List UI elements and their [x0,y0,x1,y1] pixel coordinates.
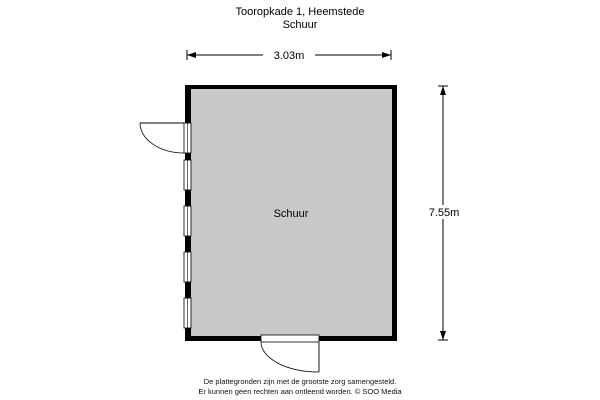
plan-room-subtitle: Schuur [282,19,318,31]
width-dimension [187,47,391,62]
disclaimer-line-1: De plattegronden zijn met de grootste zorg samengesteld. [203,377,397,386]
bottom-door [261,335,319,372]
plan-address-title: Tooropkade 1, Heemstede [235,6,365,18]
height-dimension [422,86,466,340]
disclaimer-line-2: Er kunnen geen rechten aan ontleend worden. © SOO Media [198,387,402,396]
room-label: Schuur [273,208,309,220]
height-label: 7.55m [428,207,460,219]
width-label: 3.03m [273,50,305,62]
left-door [140,123,184,153]
